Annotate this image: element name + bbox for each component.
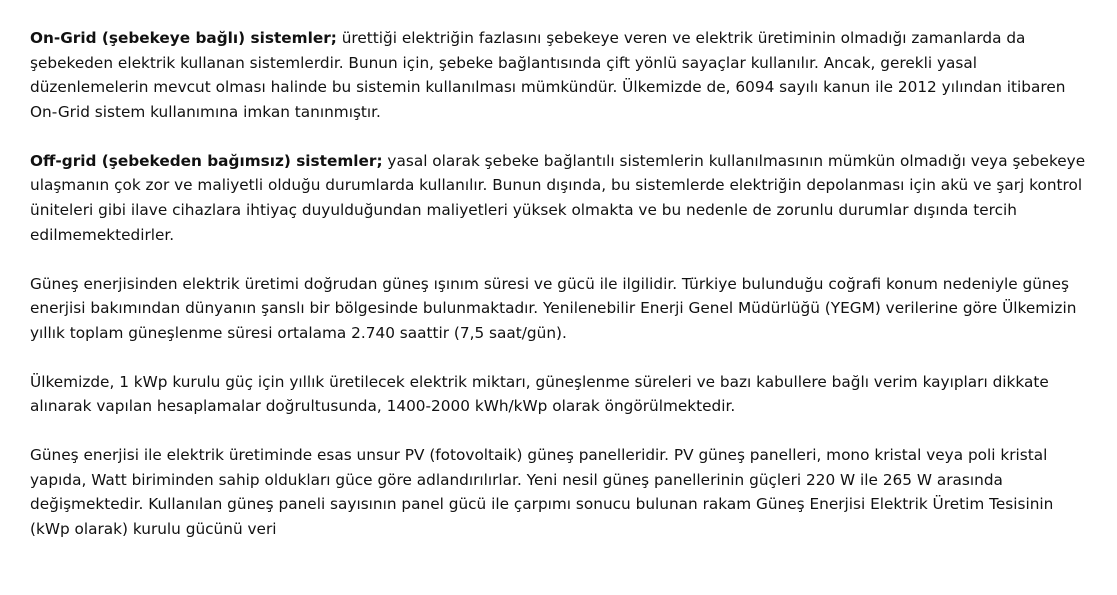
paragraph-text: Ülkemizde, 1 kWp kurulu güç için yıllık üretilecek elektrik miktarı, güneşlenme süreleri ve bazı kabullere bağlı verim kayıpları dikkate alınarak vapılan hesaplamalar doğrultusunda, 1400-2000 kWh/kWp olarak öngörülmektedir. — [30, 372, 1049, 416]
paragraph-text: ürettiği elektriğin fazlasını şebekeye veren ve elektrik üretiminin olmadığı zamanlarda da şebekeden elektrik kullanan sistemlerdir. Bunun için, şebeke bağlantısında çift yönlü sayaçlar kullanılır. Ancak, gerekli yasal düzenlemelerin mevcut olması halinde bu sistemin kullanılması mümkündür. Ülkemizde de, 6094 sayılı kanun ile 2012 yılından itibaren On-Grid sistem kullanımına imkan tanınmıştır. — [30, 29, 1066, 121]
paragraph-on-grid — [30, 26, 1093, 124]
paragraph-text: Güneş enerjisinden elektrik üretimi doğrudan güneş ışınım süresi ve gücü ile ilgilidir. Türkiye bulunduğu coğrafi konum nedeniyle güneş enerjisi bakımından dünyanın şanslı bir bölgesinde bulunmaktadır. Yenilenebilir Enerji Genel Müdürlüğü (YEGM) verilerine göre Ülkemizin yıllık toplam güneşlenme süresi ortalama 2.740 saattir (7,5 saat/gün). — [30, 274, 1077, 342]
paragraph-off-grid — [30, 149, 1093, 247]
paragraph-pv-panels — [30, 443, 1093, 541]
paragraph-lead: On-Grid (şebekeye bağlı) sistemler; — [30, 29, 337, 47]
paragraph-annual-production — [30, 370, 1093, 419]
paragraph-text: Güneş enerjisi ile elektrik üretiminde esas unsur PV (fotovoltaik) güneş panelleridir. PV güneş panelleri, mono kristal veya poli kristal yapıda, Watt biriminden sahip oldukları güce göre adlandırılırlar. Yeni nesil güneş panellerinin güçleri 220 W ile 265 W arasında değişmektedir. Kullanılan güneş paneli sayısının panel gücü ile çarpımı sonucu bulunan rakam Güneş Enerjisi Elektrik Üretim Tesisinin (kWp olarak) kurulu gücünü veri — [30, 446, 1054, 539]
paragraph-text: yasal olarak şebeke bağlantılı sistemlerin kullanılmasının mümkün olmadığı veya şebekeye ulaşmanın çok zor ve maliyetli olduğu durumlarda kullanılır. Bunun dışında, bu sistemlerde elektriğin depolanması için akü ve şarj kontrol üniteleri gibi ilave cihazlara ihtiyaç duyulduğundan maliyetleri yüksek olmakta ve bu nedenle de zorunlu durumlar dışında tercih edilmemektedirler. — [30, 151, 1086, 244]
paragraph-lead: Off-grid (şebekeden bağımsız) sistemler; — [30, 151, 383, 170]
paragraph-solar-duration — [30, 272, 1093, 346]
